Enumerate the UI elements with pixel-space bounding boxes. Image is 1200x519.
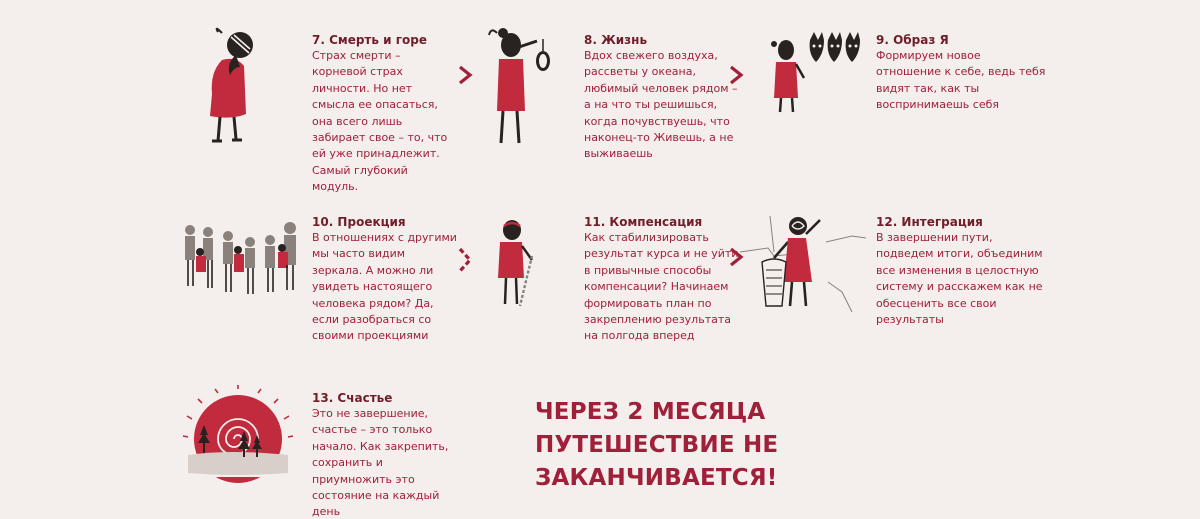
step-line: день <box>312 505 341 519</box>
crowd-illustration <box>182 212 307 297</box>
elder-with-cane-illustration <box>490 218 545 308</box>
chevron-right-icon <box>458 65 474 85</box>
step-title: 10. Проекция <box>312 215 406 229</box>
step-life <box>584 32 738 163</box>
step-line: результат курса и не уйти <box>584 247 739 261</box>
step-death-and-grief <box>312 32 447 196</box>
step-line: обесценить все свои <box>876 296 997 310</box>
step-line: Страх смерти – <box>312 49 401 62</box>
chevron-right-icon <box>729 65 745 85</box>
step-title: 11. Компенсация <box>584 215 703 229</box>
step-line: увидеть настоящего <box>312 280 433 294</box>
step-line: Вдох свежего воздуха, <box>584 49 718 62</box>
grieving-figure-illustration <box>192 25 267 150</box>
headline-line: ЗАКАНЧИВАЕТСЯ! <box>535 465 778 491</box>
step-title: 7. Смерть и горе <box>312 33 427 47</box>
step-line: забирает свое – то, что <box>312 131 448 145</box>
sun-spiral-illustration <box>182 385 294 477</box>
step-line: Самый глубокий <box>312 163 408 177</box>
step-line: когда почувствуешь, что <box>584 114 730 128</box>
step-line: Это не завершение, <box>312 407 429 420</box>
chevron-right-icon <box>458 247 474 273</box>
step-self-image <box>876 32 1045 114</box>
step-line: человека рядом? Да, <box>312 296 434 310</box>
step-line: состояние на каждый <box>312 489 440 503</box>
step-line: все изменения в целостную <box>876 263 1039 277</box>
step-projection <box>312 214 457 345</box>
step-title: 8. Жизнь <box>584 33 648 47</box>
step-line: а на что ты решишься, <box>584 98 718 112</box>
step-line: закреплению результата <box>584 313 731 327</box>
step-line: модуль. <box>312 180 359 194</box>
drummer-illustration <box>740 212 865 312</box>
step-line: систему и расскажем как не <box>876 280 1043 294</box>
step-line: на полгода вперед <box>584 329 695 343</box>
step-line: воспринимаешь себя <box>876 98 999 112</box>
step-line: корневой страх <box>312 65 403 79</box>
step-line: В отношениях с другими <box>312 231 457 244</box>
step-line: мы часто видим <box>312 247 406 261</box>
step-line: если разобраться со <box>312 313 432 327</box>
step-line: приумножить это <box>312 472 415 486</box>
headline-line: ПУТЕШЕСТВИЕ НЕ <box>535 432 779 458</box>
step-line: видят так, как ты <box>876 81 980 95</box>
step-line: рассветы у океана, <box>584 65 696 79</box>
step-line: ей уже принадлежит. <box>312 147 440 161</box>
step-line: формировать план по <box>584 296 712 310</box>
step-line: в привычные способы <box>584 263 712 277</box>
step-line: подведем итоги, объединим <box>876 247 1043 261</box>
step-line: начало. Как закрепить, <box>312 439 449 453</box>
step-line: сохранить и <box>312 456 383 470</box>
closing-headline <box>535 396 778 495</box>
step-line: она всего лишь <box>312 114 403 128</box>
step-line: зеркала. А можно ли <box>312 263 434 277</box>
step-line: отношение к себе, ведь тебя <box>876 65 1046 79</box>
step-line: своими проекциями <box>312 329 429 343</box>
step-title: 13. Счастье <box>312 391 393 405</box>
step-line: смысла ее опасаться, <box>312 98 438 112</box>
step-compensation <box>584 214 738 345</box>
step-line: личности. Но нет <box>312 81 413 95</box>
step-line: наконец-то Живешь, а не <box>584 131 734 145</box>
step-happiness <box>312 390 448 519</box>
step-title: 12. Интеграция <box>876 215 983 229</box>
step-integration <box>876 214 1043 328</box>
step-line: Как стабилизировать <box>584 231 709 244</box>
step-line: результаты <box>876 313 944 327</box>
step-title: 9. Образ Я <box>876 33 949 47</box>
step-line: В завершении пути, <box>876 231 993 244</box>
headline-line: ЧЕРЕЗ 2 МЕСЯЦА <box>535 399 766 425</box>
step-line: счастье – это только <box>312 423 433 437</box>
figure-with-lantern-illustration <box>485 25 560 150</box>
figure-with-masks-illustration <box>768 28 863 113</box>
step-line: компенсации? Начинаем <box>584 280 729 294</box>
step-line: Формируем новое <box>876 49 981 62</box>
step-line: выживаешь <box>584 147 653 161</box>
step-line: любимый человек рядом – <box>584 81 738 95</box>
